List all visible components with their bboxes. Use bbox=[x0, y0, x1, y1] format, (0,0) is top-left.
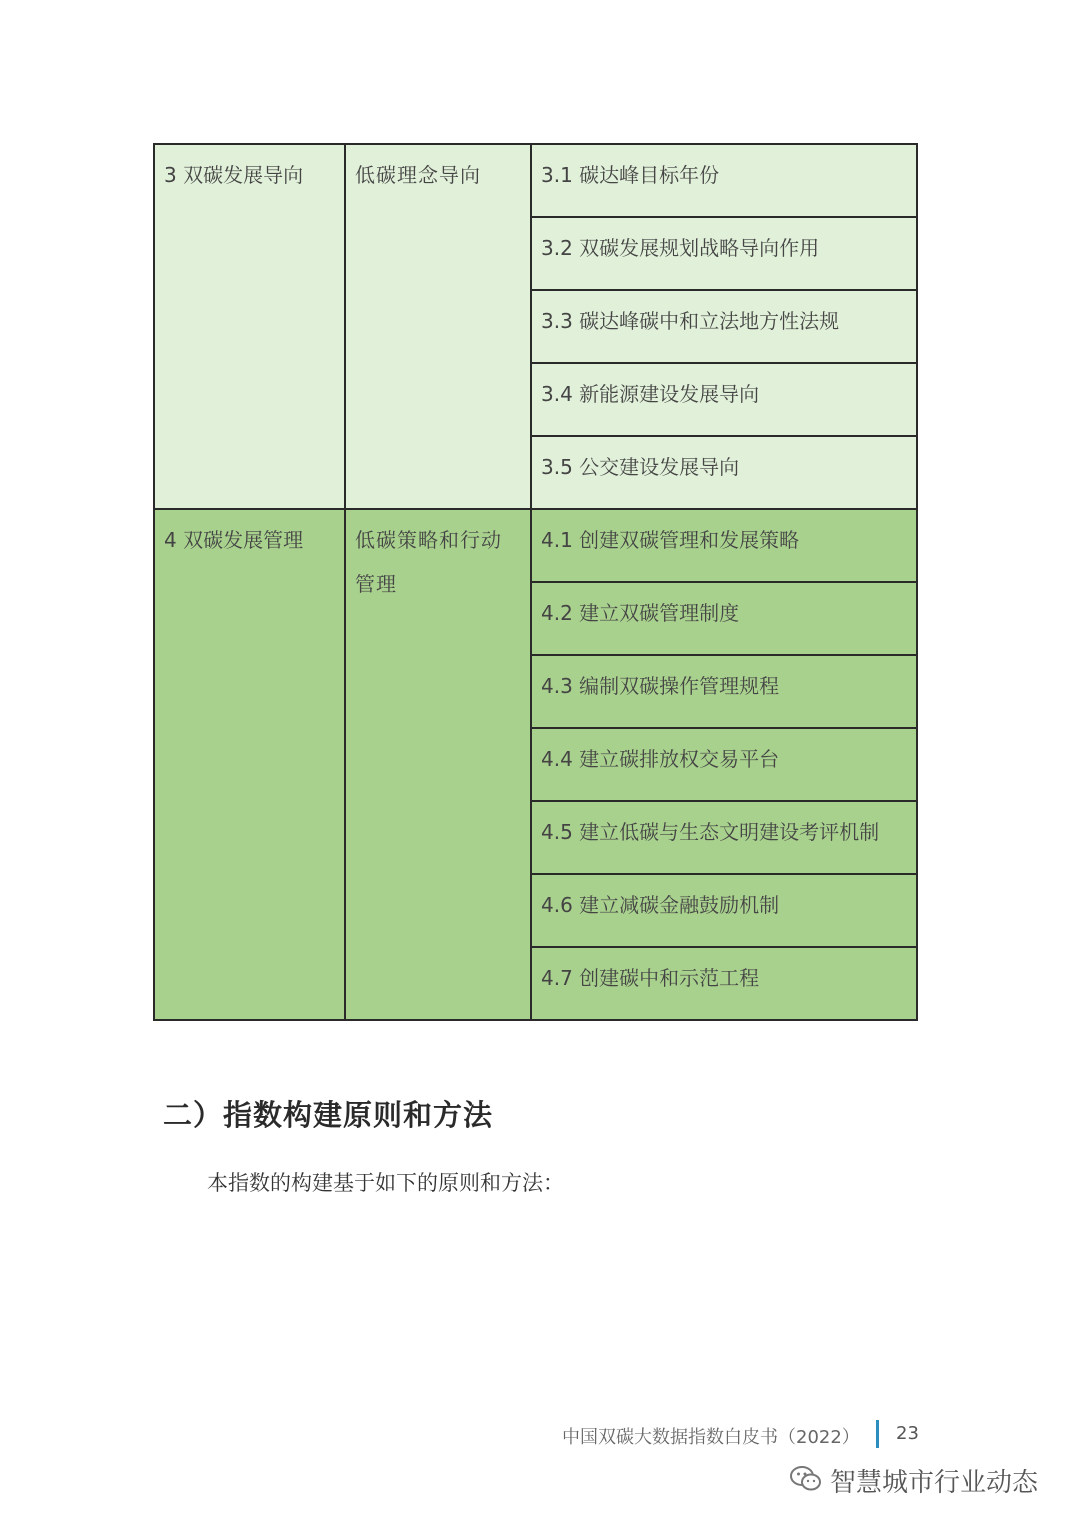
page-footer bbox=[0, 1420, 1080, 1450]
footer-divider bbox=[876, 1420, 879, 1448]
item-cell: 4.2 建立双碳管理制度 bbox=[531, 582, 917, 655]
item-cell: 3.1 碳达峰目标年份 bbox=[531, 144, 917, 217]
item-cell: 4.7 创建碳中和示范工程 bbox=[531, 947, 917, 1020]
section-heading: 二）指数构建原则和方法 bbox=[163, 1098, 494, 1132]
level2-line: 低碳理念导向 bbox=[355, 163, 481, 187]
table-row bbox=[154, 509, 917, 582]
item-cell: 3.5 公交建设发展导向 bbox=[531, 436, 917, 509]
item-cell: 3.4 新能源建设发展导向 bbox=[531, 363, 917, 436]
item-cell: 4.6 建立减碳金融鼓励机制 bbox=[531, 874, 917, 947]
section-body: 本指数的构建基于如下的原则和方法： bbox=[207, 1171, 564, 1195]
item-cell: 3.2 双碳发展规划战略导向作用 bbox=[531, 217, 917, 290]
level2-cell bbox=[345, 509, 531, 1020]
item-cell: 3.3 碳达峰碳中和立法地方性法规 bbox=[531, 290, 917, 363]
wechat-icon bbox=[790, 1464, 822, 1494]
index-table bbox=[153, 143, 918, 1021]
page-number: 23 bbox=[896, 1423, 919, 1444]
watermark-text: 智慧城市行业动态 bbox=[830, 1468, 1039, 1498]
item-cell: 4.3 编制双碳操作管理规程 bbox=[531, 655, 917, 728]
level2-line: 低碳策略和行动 bbox=[355, 528, 502, 552]
footer-title: 中国双碳大数据指数白皮书（2022） bbox=[562, 1427, 860, 1448]
level1-cell: 4 双碳发展管理 bbox=[154, 509, 345, 1020]
index-table-container bbox=[153, 143, 916, 1041]
item-cell: 4.5 建立低碳与生态文明建设考评机制 bbox=[531, 801, 917, 874]
item-cell: 4.4 建立碳排放权交易平台 bbox=[531, 728, 917, 801]
level2-cell bbox=[345, 144, 531, 509]
level1-cell: 3 双碳发展导向 bbox=[154, 144, 345, 509]
table-row bbox=[154, 144, 917, 217]
level2-line: 管理 bbox=[355, 572, 397, 596]
item-cell: 4.1 创建双碳管理和发展策略 bbox=[531, 509, 917, 582]
